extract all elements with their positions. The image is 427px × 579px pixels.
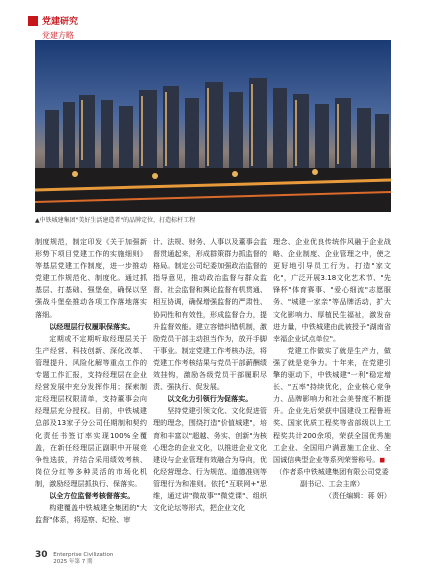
paragraph: 坚持党建引领文化、文化促进管理的理念，围绕打造"价值城建"，培育和丰富以"超越、务实、创新"为核心理念的企业文化，以推进企业文化建设与企业管理有效融合为导向，优化经营理念、行为规范、道德准则等管理行为和准则。依托"互联网+"思维，通过讲"微故事""微党课"、组织文化论坛等形式，把企业文化 (153, 406, 267, 513)
city-skyline-illustration (35, 40, 391, 212)
issue-label: 2025 年第 7 期 (53, 559, 93, 565)
author-note: （作者系中铁城建集团有限公司党委副书记、工会主席） (275, 466, 389, 488)
magazine-info (53, 552, 113, 566)
photo-caption: ▲中铁城建集团"美好生活建造者"的品牌定位，打造标杆工程 (35, 217, 196, 224)
text-column-1 (35, 236, 147, 526)
page-footer (35, 552, 113, 566)
city-night-photo (35, 40, 391, 212)
subsection-title: 党建方略 (42, 31, 74, 40)
paragraph: 理念、企业优良传统作风融于企业战略、企业制度、企业管理之中，使之更好地引导员工行为。打造"家文化"，广泛开展3.18文化艺术节、"先锋杯"体育赛事、"爱心细流"志愿服务、"城建一家亲"等品牌活动，扩大文化影响力、厚植民生福祉，激发奋进力量，中铁城建由此被授予"湖南省幸福企业试点单位"。 (273, 237, 391, 343)
end-mark-icon: ◼ (379, 454, 386, 464)
page-number: 30 (35, 550, 48, 560)
magazine-name: Enterprise Civilization (53, 552, 114, 558)
paragraph: 制度规范，制定印发《关于加强新形势下项目党建工作的实施细则》等基层党建工作制度，进一步推动党建工作规范化、制度化。通过抓基层、打基础、强堡垒，确保以坚强战斗堡垒推动各项工作落地落实落细。 (35, 237, 147, 319)
text-column-2 (153, 236, 267, 514)
subheading: 以全方位监督考核督落实。 (49, 490, 135, 500)
section-header (28, 10, 78, 41)
paragraph: 定期或不定期听取经理层关于生产经营、科技创新、深化改革、管理提升、风险化解等重点工作的专题工作汇报，支持经理层在企业经营发展中充分发挥作用；探索制定经理层权限清单，支持董事会向经理层充分授权。目前，中铁城建总部及13家子分公司任期制和契约化责任书签订率实现100%全覆盖，在新任经理层正副职中开展竞争性选拔，并结合采用绩效考核、岗位分红等多种灵活的市场化机制，激励经理层抓执行、保落实。 (35, 333, 147, 488)
section-title: 党建研究 (42, 17, 79, 27)
paragraph-text: 党建工作做实了就是生产力，做强了就是竞争力。十年来，在党建引擎的驱动下，中铁城建"一利"稳定增长、"五率"持续优化，企业核心竞争力、品牌影响力和社会美誉度不断提升。企业先后荣获中国建设工程鲁班奖、国家优质工程奖等省部级以上工程奖共计200余项，荣获全国优秀施工企业、全国用户满意施工企业、全国诚信典型企业等系列荣誉称号。 (273, 345, 391, 464)
subheading: 以经理层行权履职保落实。 (49, 321, 135, 331)
section-marker-icon (28, 16, 38, 26)
text-column-3 (273, 236, 391, 502)
subheading: 以文化力引领行为促落实。 (167, 394, 253, 404)
editor-note: （责任编辑：蒋 妍） (324, 490, 391, 500)
paragraph: 计、法规、财务、人事以及董事会监督贯通起来，形成群策群力抓监督的格局。制定公司纪委加强政治监督的指导意见，推动政治监督与群众监督、社会监督和舆论监督有机贯通、相互协调，确保增强监督的严肃性、协同性和有效性，形成监督合力，提升监督效能。建立容错纠错机制，激励党员干部主动担当作为，放开手脚干事业。制定党建工作考核办法，将党建工作考核结果与党员干部薪酬绩效挂钩，激励各级党员干部履职尽责、强执行、促发展。 (153, 237, 267, 392)
paragraph (273, 345, 391, 466)
paragraph: 构建覆盖中铁城建全集团的"大监督"体系，将巡察、纪检、审 (35, 503, 147, 525)
